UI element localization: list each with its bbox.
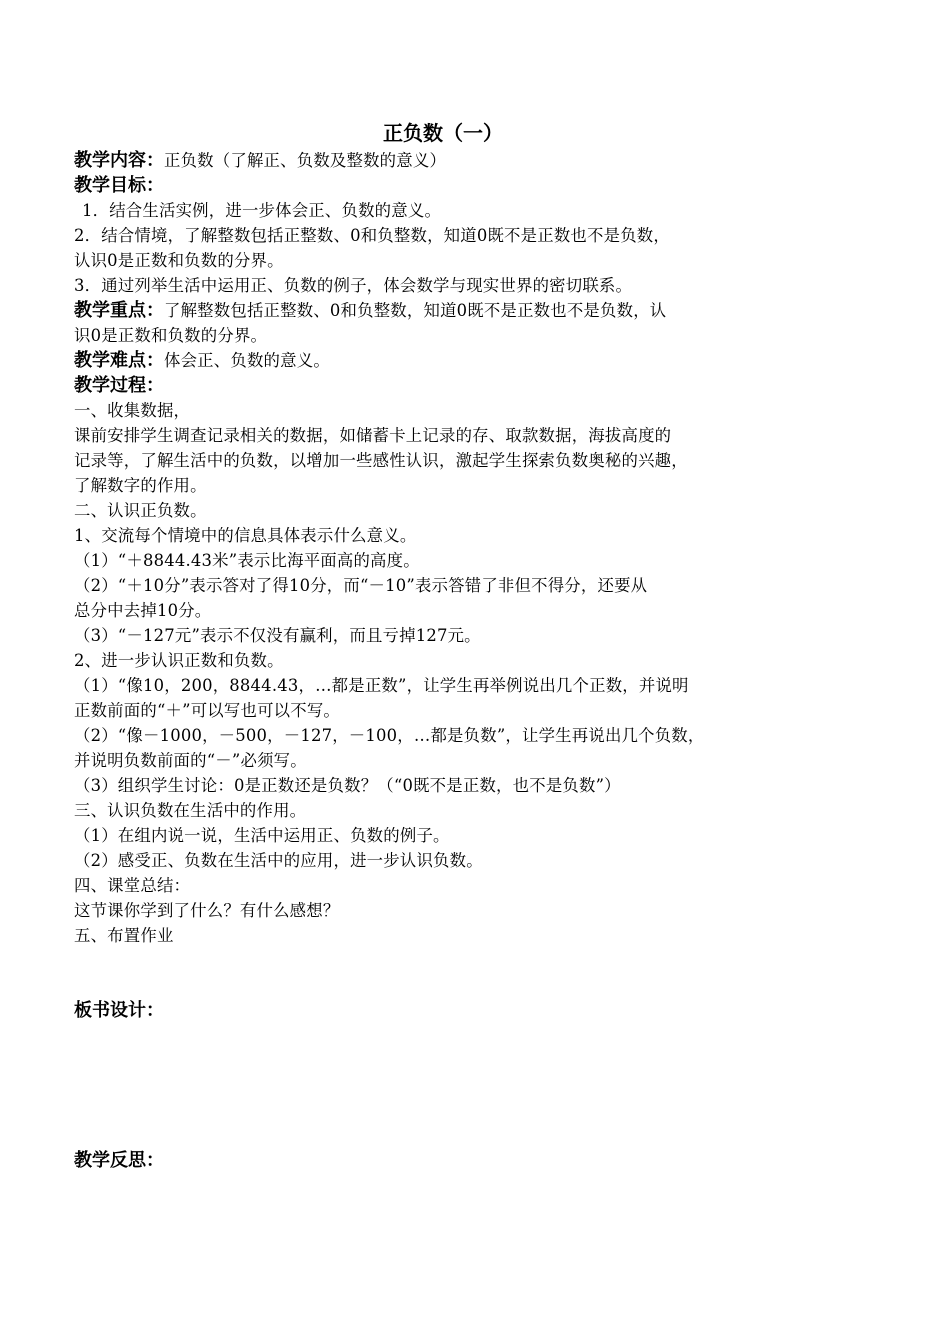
process-line: 正数前面的“＋”可以写也可以不写。 [74, 701, 341, 720]
goal-line: 2．结合情境，了解整数包括正整数、0和负整数，知道0既不是正数也不是负数， [74, 226, 670, 245]
difficulty-row [74, 348, 794, 373]
goals-label: 教学目标： [74, 175, 164, 196]
process-line: 二、认识正负数。 [74, 501, 207, 520]
goal-line: 3．通过列举生活中运用正、负数的例子，体会数学与现实世界的密切联系。 [74, 276, 633, 295]
process-line: （1）“像10，200，8844.43，…都是正数”，让学生再举例说出几个正数，并说明 [74, 676, 689, 695]
difficulty-text: 体会正、负数的意义。 [164, 351, 330, 370]
process-line: 了解数字的作用。 [74, 476, 207, 495]
blank-space [74, 1023, 794, 1148]
key-points-label: 教学重点： [74, 300, 164, 321]
process-line: 三、认识负数在生活中的作用。 [74, 801, 307, 820]
content-text: 正负数（了解正、负数及整数的意义） [164, 151, 447, 170]
process-line: 四、课堂总结： [74, 876, 191, 895]
process-line: 一、收集数据， [74, 401, 191, 420]
key-points-row [74, 298, 794, 323]
process-line: 1、交流每个情境中的信息具体表示什么意义。 [74, 526, 417, 545]
blank-space [74, 948, 794, 998]
process-line: 课前安排学生调查记录相关的数据，如储蓄卡上记录的存、取款数据，海拔高度的 [74, 426, 672, 445]
process-line: （2）“＋10分”表示答对了得10分，而“－10”表示答错了非但不得分，还要从 [74, 576, 648, 595]
process-line: 总分中去掉10分。 [74, 601, 212, 620]
process-line: 并说明负数前面的“－”必须写。 [74, 751, 307, 770]
process-line: （3）组织学生讨论：0是正数还是负数？（“0既不是正数，也不是负数”） [74, 776, 621, 795]
process-label: 教学过程： [74, 375, 164, 396]
board-design-label: 板书设计： [74, 1000, 164, 1021]
process-line: （1）“＋8844.43米”表示比海平面高的高度。 [74, 551, 420, 570]
content-label: 教学内容： [74, 150, 164, 171]
process-line: 记录等，了解生活中的负数，以增加一些感性认识，激起学生探索负数奥秘的兴趣， [74, 451, 688, 470]
process-line: 这节课你学到了什么？有什么感想？ [74, 901, 340, 920]
process-line: 2、进一步认识正数和负数。 [74, 651, 284, 670]
content-row [74, 148, 794, 173]
key-points-continuation: 识0是正数和负数的分界。 [74, 326, 268, 345]
reflection-label: 教学反思： [74, 1150, 164, 1171]
goal-line: 认识0是正数和负数的分界。 [74, 251, 284, 270]
difficulty-label: 教学难点： [74, 350, 164, 371]
process-line: （2）“像－1000，－500，－127，－100，…都是负数”，让学生再说出几个负数， [74, 726, 705, 745]
process-line: （1）在组内说一说，生活中运用正、负数的例子。 [74, 826, 450, 845]
goal-line: 1．结合生活实例，进一步体会正、负数的意义。 [82, 201, 442, 220]
process-line: （2）感受正、负数在生活中的应用，进一步认识负数。 [74, 851, 483, 870]
process-line: 五、布置作业 [74, 926, 174, 945]
document-page [74, 118, 794, 1173]
key-points-text: 了解整数包括正整数、0和负整数，知道0既不是正数也不是负数，认 [164, 301, 667, 320]
process-line: （3）“－127元”表示不仅没有赢利，而且亏掉127元。 [74, 626, 481, 645]
document-title: 正负数（一） [383, 121, 503, 145]
